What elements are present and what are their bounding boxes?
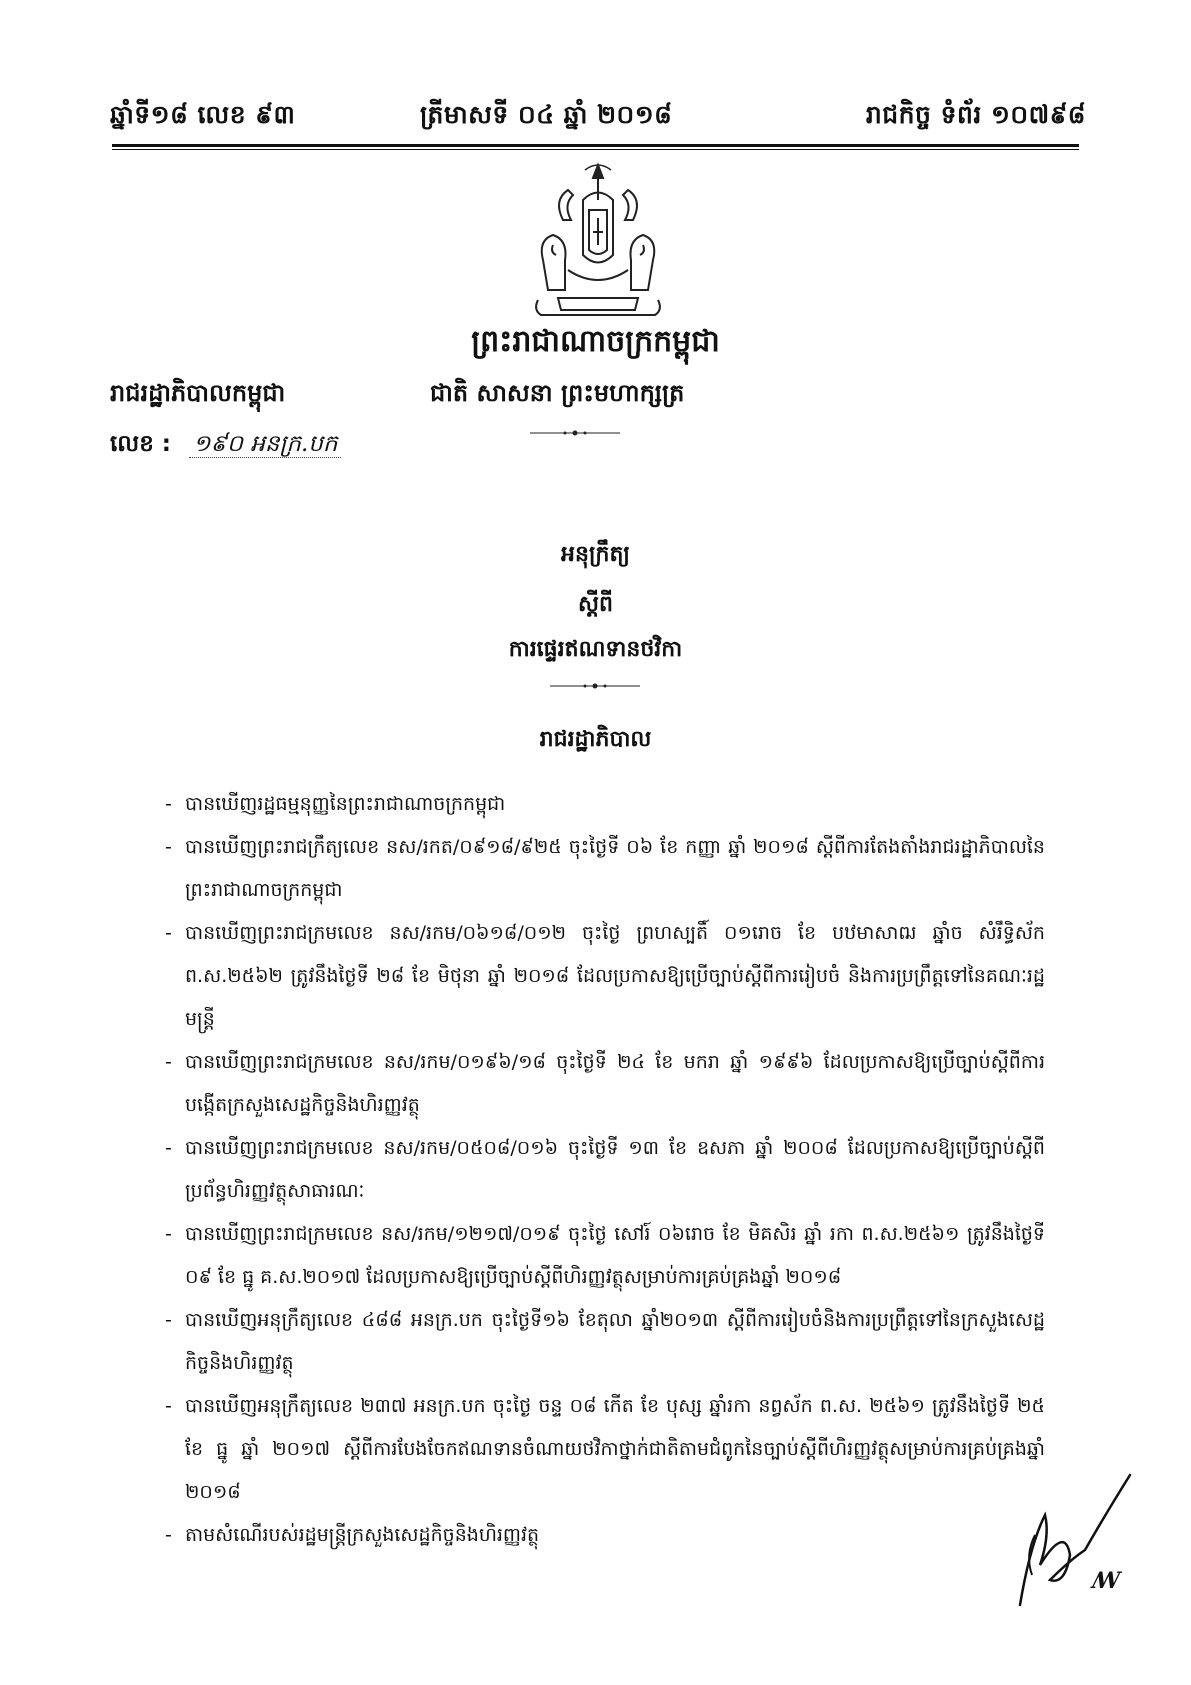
recital-list [165,783,1045,1557]
decree-number-label: លេខ : [110,431,172,457]
gazette-year-issue: ឆ្នាំទី១៨ លេខ ៩៣ [110,100,296,129]
header-rule-top [112,144,1079,147]
signature-icon [1010,1455,1140,1615]
royal-emblem-icon [523,160,673,330]
list-item: - បានឃើញរដ្ឋធម្មនុញ្ញនៃព្រះរាជាណាចក្រកម្ពុជា [165,793,506,815]
list-item: - បានឃើញព្រះរាជក្រមលេខ នស/រកម/១២១៧/០១៩ ចុះថ្ងៃ សៅរ៍ ០៦រោច ខែ មិគសិរ ឆ្នាំ រកា ព.ស.២៥៦១ ត្រូវនឹងថ្ងៃទី ០៩ ខែ ធ្នូ គ.ស.២០១៧ ដែលប្រកាសឱ្យប្រើច្បាប់ស្តីពីហិរញ្ញវត្ថុសម្រាប់ការគ្រប់គ្រងឆ្នាំ ២០១៨ [165,1223,1045,1288]
gazette-page: រាជកិច្ច ទំព័រ ១០៧៩៨ [865,100,1086,129]
decree-on: ស្តីពី [578,592,613,617]
list-item: - បានឃើញព្រះរាជក្រឹត្យលេខ នស/រកត/០៩១៨/៩២៥ ចុះថ្ងៃទី ០៦ ខែ កញ្ញា ឆ្នាំ ២០១៨ ស្តីពីការតែងតាំងរាជរដ្ឋាភិបាលនៃព្រះរាជាណាចក្រកម្ពុជា [165,836,1045,901]
decree-number-value: ១៩០ អនក្រ.បក [189,431,341,458]
kingdom-name: ព្រះរាជាណាចក្រកម្ពុជា [471,324,720,359]
list-item: - បានឃើញអនុក្រឹត្យលេខ ៤៨៨ អនក្រ.បក ចុះថ្ងៃទី១៦ ខែតុលា ឆ្នាំ២០១៣ ស្តីពីការរៀបចំនិងការប្រព្រឹត្តទៅនៃក្រសួងសេដ្ឋកិច្ចនិងហិរញ្ញវត្ថុ [165,1309,1045,1374]
page-initials: ꟿ [1092,1568,1121,1594]
subject-ornament-icon [550,680,640,692]
government-name: រាជរដ្ឋាភិបាលកម្ពុជា [110,379,286,407]
decree-type: អនុក្រឹត្យ [561,542,630,567]
decree-subject: ការផ្ទេរឥណទានថវិកា [508,637,683,662]
list-item: - បានឃើញព្រះរាជក្រមលេខ នស/រកម/០៥០៨/០១៦ ចុះថ្ងៃទី ១៣ ខែ ឧសភា ឆ្នាំ ២០០៨ ដែលប្រកាសឱ្យប្រើច្បាប់ស្តីពីប្រព័ន្ធហិរញ្ញវត្ថុសាធារណៈ [165,1137,1045,1202]
decree-issuer: រាជរដ្ឋាភិបាល [539,727,652,752]
header-rule-bottom [112,149,1079,150]
list-item: - បានឃើញព្រះរាជក្រមលេខ នស/រកម/០១៩៦/១៨ ចុះថ្ងៃទី ២៤ ខែ មករា ឆ្នាំ ១៩៩៦ ដែលប្រកាសឱ្យប្រើច្បាប់ស្តីពីការបង្កើតក្រសួងសេដ្ឋកិច្ចនិងហិរញ្ញវត្ថុ [165,1051,1045,1116]
list-item: - បានឃើញព្រះរាជក្រមលេខ នស/រកម/០៦១៨/០១២ ចុះថ្ងៃ ព្រហស្បតិ៍ ០១រោច ខែ បឋមាសាឍ ឆ្នាំច សំរឹទ្ធិស័ក ព.ស.២៥៦២ ត្រូវនឹងថ្ងៃទី ២៨ ខែ មិថុនា ឆ្នាំ ២០១៨ ដែលប្រកាសឱ្យប្រើច្បាប់ស្តីពីការរៀបចំ និងការប្រព្រឹត្តទៅនៃគណៈរដ្ឋមន្ត្រី [165,922,1045,1030]
motto-ornament-icon [530,427,620,439]
decree-number-line [110,430,341,463]
national-motto: ជាតិ សាសនា ព្រះមហាក្សត្រ [430,379,685,407]
list-item: - បានឃើញអនុក្រឹត្យលេខ ២៣៧ អនក្រ.បក ចុះថ្ងៃ ចន្ទ ០៨ កើត ខែ បុស្ស ឆ្នាំរកា នព្វស័ក ព.ស. ២៥៦១ ត្រូវនឹងថ្ងៃទី ២៥ ខែ ធ្នូ ឆ្នាំ ២០១៧ ស្តីពីការបែងចែកឥណទានចំណាយថវិកាថ្នាក់ជាតិតាមជំពូកនៃច្បាប់ស្តីពីហិរញ្ញវត្ថុសម្រាប់ការគ្រប់គ្រងឆ្នាំ ២០១៨ [165,1395,1045,1503]
list-item: - តាមសំណើរបស់រដ្ឋមន្ត្រីក្រសួងសេដ្ឋកិច្ចនិងហិរញ្ញវត្ថុ [165,1524,540,1546]
gazette-quarter: ត្រីមាសទី ០៤ ឆ្នាំ ២០១៨ [420,100,673,129]
